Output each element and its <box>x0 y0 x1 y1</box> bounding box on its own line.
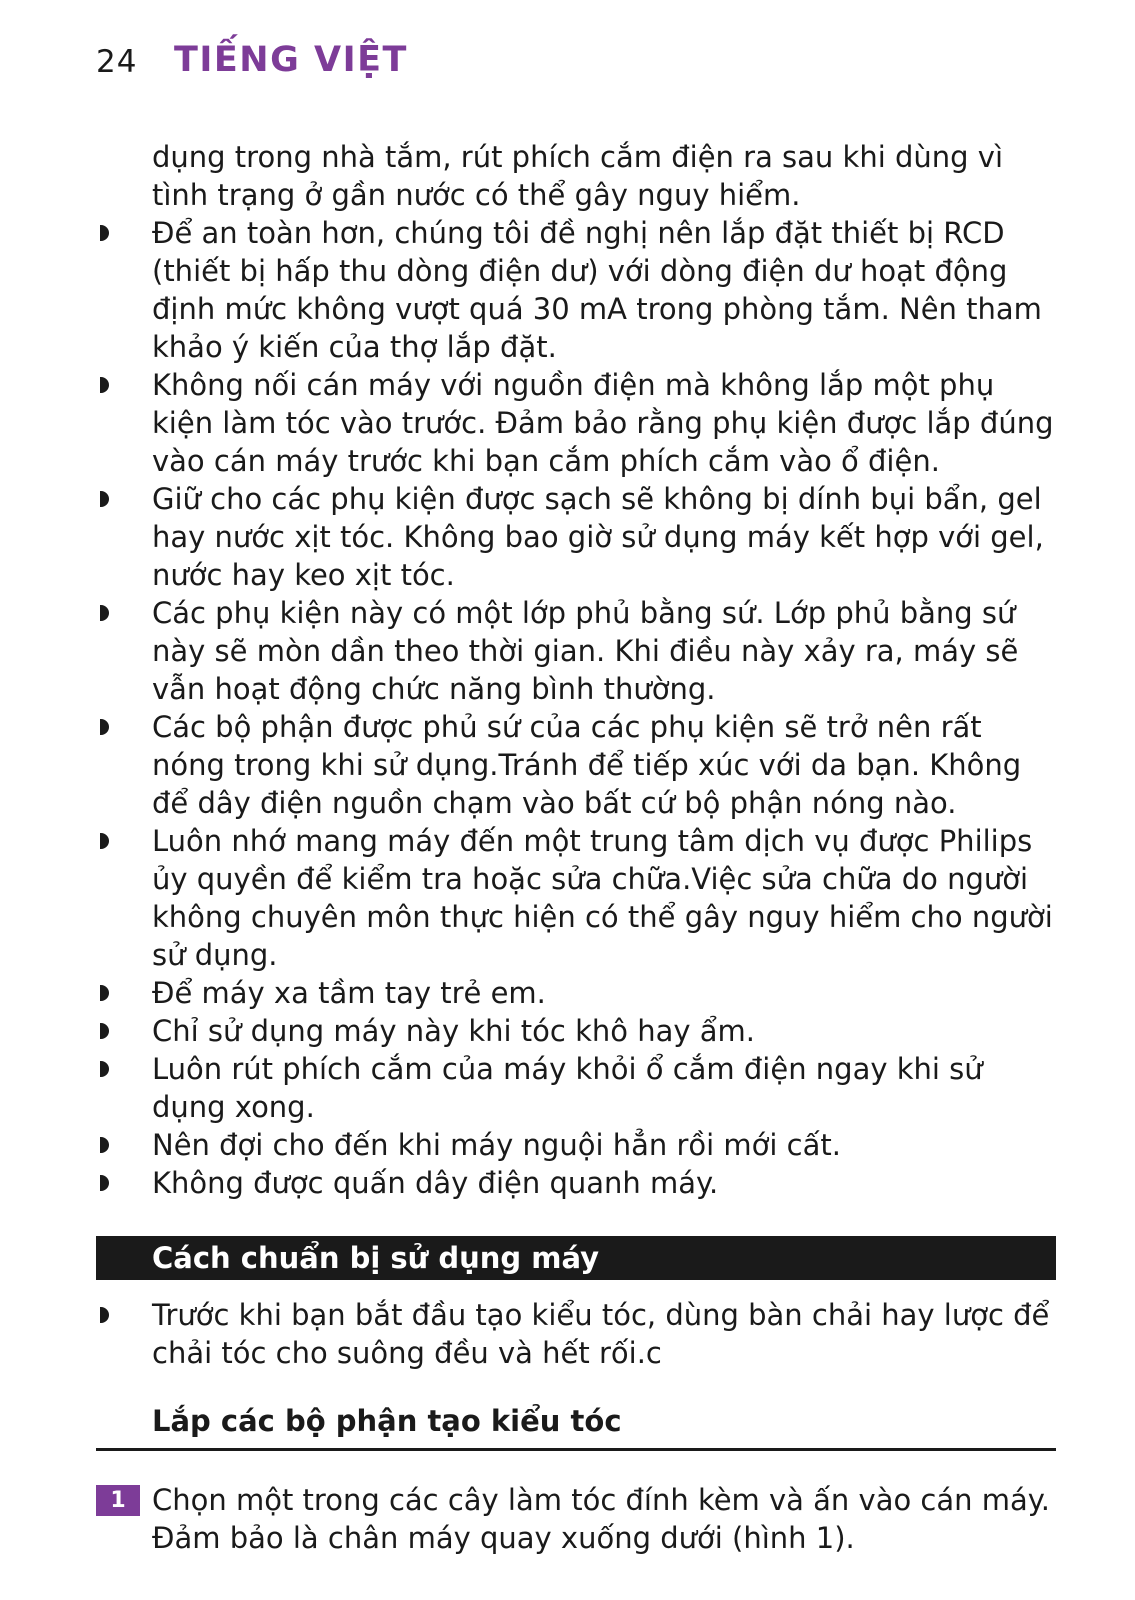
bullet-item <box>96 1012 1056 1050</box>
bullet-item <box>96 1164 1056 1202</box>
bullet-text: Để an toàn hơn, chúng tôi đề nghị nên lắp đặt thiết bị RCD (thiết bị hấp thu dòng điện dư) với dòng điện dư hoạt động định mức không vượt quá 30 mA trong phòng tắm. Nên tham khảo ý kiến của thợ lắp đặt. <box>152 216 1042 364</box>
bullet-icon <box>100 491 109 507</box>
bullet-item <box>96 1050 1056 1126</box>
bullet-icon <box>100 833 109 849</box>
step-text: Chọn một trong các cây làm tóc đính kèm và ấn vào cán máy. Đảm bảo là chân máy quay xuống dưới (hình 1). <box>152 1483 1051 1555</box>
bullet-item <box>96 1126 1056 1164</box>
bullet-text: Luôn nhớ mang máy đến một trung tâm dịch vụ được Philips ủy quyền để kiểm tra hoặc sửa chữa.Việc sửa chữa do người không chuyên môn thực hiện có thể gây nguy hiểm cho người sử dụng. <box>152 824 1053 972</box>
bullet-item <box>96 708 1056 822</box>
bullet-icon <box>100 1061 109 1077</box>
bullet-text: Giữ cho các phụ kiện được sạch sẽ không bị dính bụi bẩn, gel hay nước xịt tóc. Không bao giờ sử dụng máy kết hợp với gel, nước hay keo xịt tóc. <box>152 482 1044 592</box>
bullet-icon <box>100 1307 109 1323</box>
bullet-item <box>96 1296 1056 1372</box>
step-item <box>96 1481 1056 1557</box>
document-body <box>96 138 1056 1557</box>
continuation-paragraph: dụng trong nhà tắm, rút phích cắm điện ra sau khi dùng vì tình trạng ở gần nước có thể gây nguy hiểm. <box>152 140 1003 212</box>
bullet-text: Nên đợi cho đến khi máy nguội hẳn rồi mới cất. <box>152 1128 841 1162</box>
bullet-icon <box>100 377 109 393</box>
safety-bullet-list <box>96 214 1056 1202</box>
bullet-icon <box>100 605 109 621</box>
bullet-icon <box>100 985 109 1001</box>
page-number: 24 <box>96 44 138 80</box>
bullet-text: Trước khi bạn bắt đầu tạo kiểu tóc, dùng bàn chải hay lược để chải tóc cho suông đều và hết rối.c <box>152 1298 1050 1370</box>
bullet-item <box>96 974 1056 1012</box>
bullet-icon <box>100 1175 109 1191</box>
section-heading: Cách chuẩn bị sử dụng máy <box>96 1236 1056 1280</box>
bullet-icon <box>100 225 109 241</box>
language-title: TIẾNG VIỆT <box>174 40 408 80</box>
bullet-item <box>96 822 1056 974</box>
bullet-text: Các phụ kiện này có một lớp phủ bằng sứ. Lớp phủ bằng sứ này sẽ mòn dần theo thời gian. Khi điều này xảy ra, máy sẽ vẫn hoạt động chức năng bình thường. <box>152 596 1019 706</box>
bullet-text: Các bộ phận được phủ sứ của các phụ kiện sẽ trở nên rất nóng trong khi sử dụng.Tránh để tiếp xúc với da bạn. Không để dây điện nguồn chạm vào bất cứ bộ phận nóng nào. <box>152 710 1022 820</box>
bullet-item <box>96 366 1056 480</box>
bullet-text: Chỉ sử dụng máy này khi tóc khô hay ẩm. <box>152 1014 755 1048</box>
bullet-icon <box>100 1023 109 1039</box>
bullet-icon <box>100 1137 109 1153</box>
subsection-heading: Lắp các bộ phận tạo kiểu tóc <box>96 1402 1056 1451</box>
bullet-item <box>96 480 1056 594</box>
bullet-item <box>96 594 1056 708</box>
step-number-badge: 1 <box>96 1485 140 1516</box>
bullet-text: Để máy xa tầm tay trẻ em. <box>152 976 546 1010</box>
bullet-text: Không được quấn dây điện quanh máy. <box>152 1166 719 1200</box>
bullet-icon <box>100 719 109 735</box>
bullet-item <box>96 214 1056 366</box>
bullet-text: Không nối cán máy với nguồn điện mà không lắp một phụ kiện làm tóc vào trước. Đảm bảo rằng phụ kiện được lắp đúng vào cán máy trước khi bạn cắm phích cắm vào ổ điện. <box>152 368 1054 478</box>
bullet-text: Luôn rút phích cắm của máy khỏi ổ cắm điện ngay khi sử dụng xong. <box>152 1052 983 1124</box>
preparation-bullet-list <box>96 1296 1056 1372</box>
